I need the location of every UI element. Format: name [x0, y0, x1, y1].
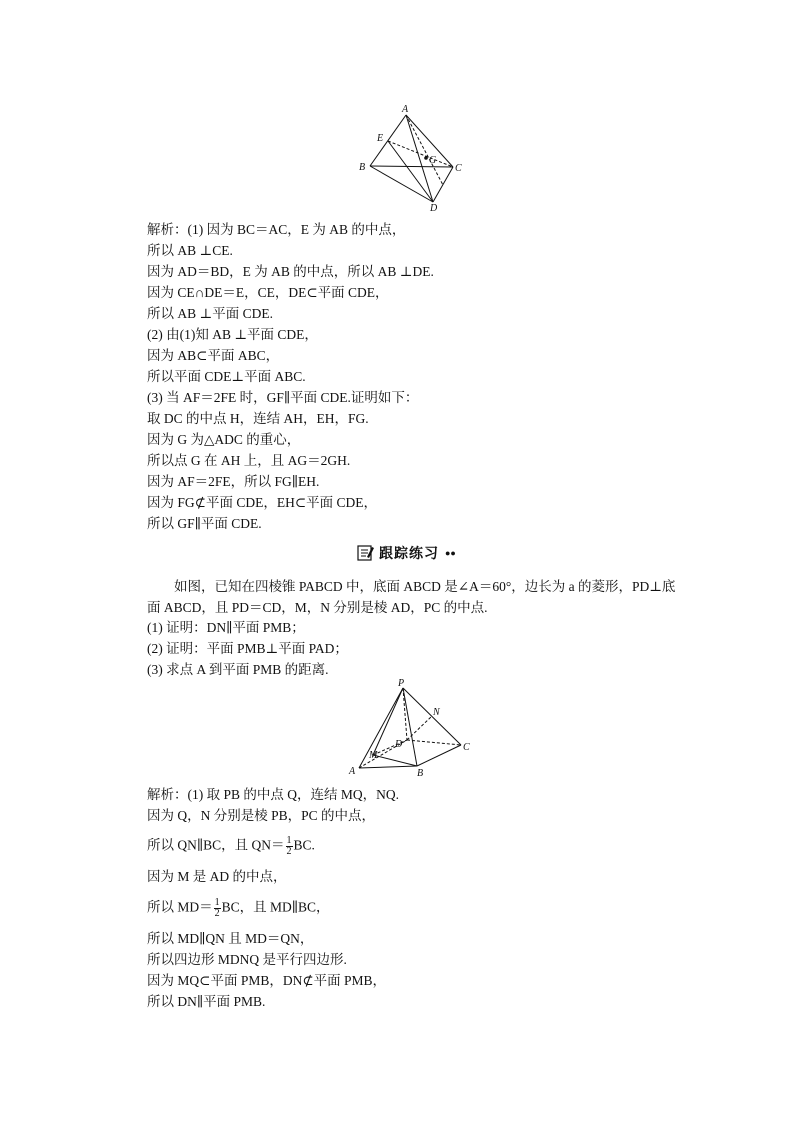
fraction-half-2 [214, 898, 221, 919]
pyramid-figure [345, 678, 475, 780]
solution1-line-7: 因为 AB⊂平面 ABC， [147, 348, 280, 363]
solution2-line-3-pre: 所以 QN∥BC，且 QN＝ [147, 837, 285, 853]
label-c: C [463, 742, 470, 753]
solution1-line-2: 所以 AB ⊥CE. [147, 243, 233, 258]
fraction-denominator: 2 [286, 846, 292, 857]
label-n: N [433, 707, 440, 718]
problem-item-3: (3) 求点 A 到平面 PMB 的距离. [147, 662, 329, 677]
solution1-line-14: 因为 FG⊄平面 CDE，EH⊂平面 CDE， [147, 495, 378, 510]
label-b: B [359, 162, 366, 173]
solution1-line-13: 因为 AF＝2FE，所以 FG∥EH. [147, 474, 320, 489]
footprints-icon: ●● [445, 548, 456, 558]
fraction-numerator-2: 1 [214, 897, 220, 908]
solution1-line-4: 因为 CE∩DE＝E，CE，DE⊂平面 CDE， [147, 285, 389, 300]
solution2-line-1: 解析：(1) 取 PB 的中点 Q，连结 MQ，NQ. [147, 787, 400, 802]
section-title: 跟踪练习 [379, 545, 439, 561]
fraction-half [286, 836, 293, 857]
label-b: B [417, 768, 424, 779]
solution2-line-4: 因为 M 是 AD 的中点， [147, 869, 287, 884]
solution2-line-6: 所以 MD∥QN 且 MD＝QN， [147, 931, 314, 946]
solution1-line-9: (3) 当 AF＝2FE 时，GF∥平面 CDE.证明如下： [147, 390, 419, 405]
label-e: E [377, 133, 384, 144]
solution2-line-5-post: BC，且 MD∥BC， [221, 899, 330, 915]
solution1-line-10: 取 DC 的中点 H，连结 AH，EH，FG. [147, 411, 369, 426]
label-m: M [369, 750, 378, 761]
label-a: A [402, 104, 409, 115]
solution1-line-6: (2) 由(1)知 AB ⊥平面 CDE， [147, 327, 318, 342]
fraction-denominator-2: 2 [214, 908, 220, 919]
centroid-point [424, 156, 428, 160]
label-c: C [455, 163, 462, 174]
solution1-line-3: 因为 AD＝BD，E 为 AB 的中点，所以 AB ⊥DE. [147, 264, 434, 279]
label-p: P [398, 678, 405, 689]
section-banner [357, 543, 456, 563]
problem-text: 如图，已知在四棱锥 PABCD 中，底面 ABCD 是∠A＝60°，边长为 a 的菱形，PD⊥底面 ABCD，且 PD＝CD，M，N 分别是棱 AD，PC 的中点. [147, 579, 676, 615]
solution1-line-15: 所以 GF∥平面 CDE. [147, 516, 262, 531]
solution2-line-2: 因为 Q，N 分别是棱 PB，PC 的中点， [147, 808, 376, 823]
solution2-line-9: 所以 DN∥平面 PMB. [147, 994, 266, 1009]
solution2-line-8: 因为 MQ⊂平面 PMB，DN⊄平面 PMB， [147, 973, 387, 988]
solution2-line-3 [147, 836, 315, 857]
label-a: A [349, 766, 356, 777]
solution2-line-7: 所以四边形 MDNQ 是平行四边形. [147, 952, 347, 967]
solution1-line-8: 所以平面 CDE⊥平面 ABC. [147, 369, 306, 384]
label-d: D [395, 739, 403, 750]
problem-item-1: (1) 证明：DN∥平面 PMB； [147, 620, 305, 635]
solution1-line-12: 所以点 G 在 AH 上，且 AG＝2GH. [147, 453, 351, 468]
solution1-line-5: 所以 AB ⊥平面 CDE. [147, 306, 273, 321]
notebook-icon [357, 545, 375, 561]
solution1-line-11: 因为 G 为△ADC 的重心， [147, 432, 301, 447]
solution2-line-3-post: BC. [293, 837, 315, 853]
fraction-numerator: 1 [286, 835, 292, 846]
solution2-line-5-pre: 所以 MD＝ [147, 899, 213, 915]
label-d: D [430, 203, 438, 213]
label-g: G [429, 155, 437, 166]
problem-item-2: (2) 证明：平面 PMB⊥平面 PAD； [147, 641, 348, 656]
tetrahedron-figure [355, 103, 465, 213]
solution2-line-5 [147, 898, 330, 919]
solution1-line-1: 解析：(1) 因为 BC＝AC，E 为 AB 的中点， [147, 222, 406, 237]
